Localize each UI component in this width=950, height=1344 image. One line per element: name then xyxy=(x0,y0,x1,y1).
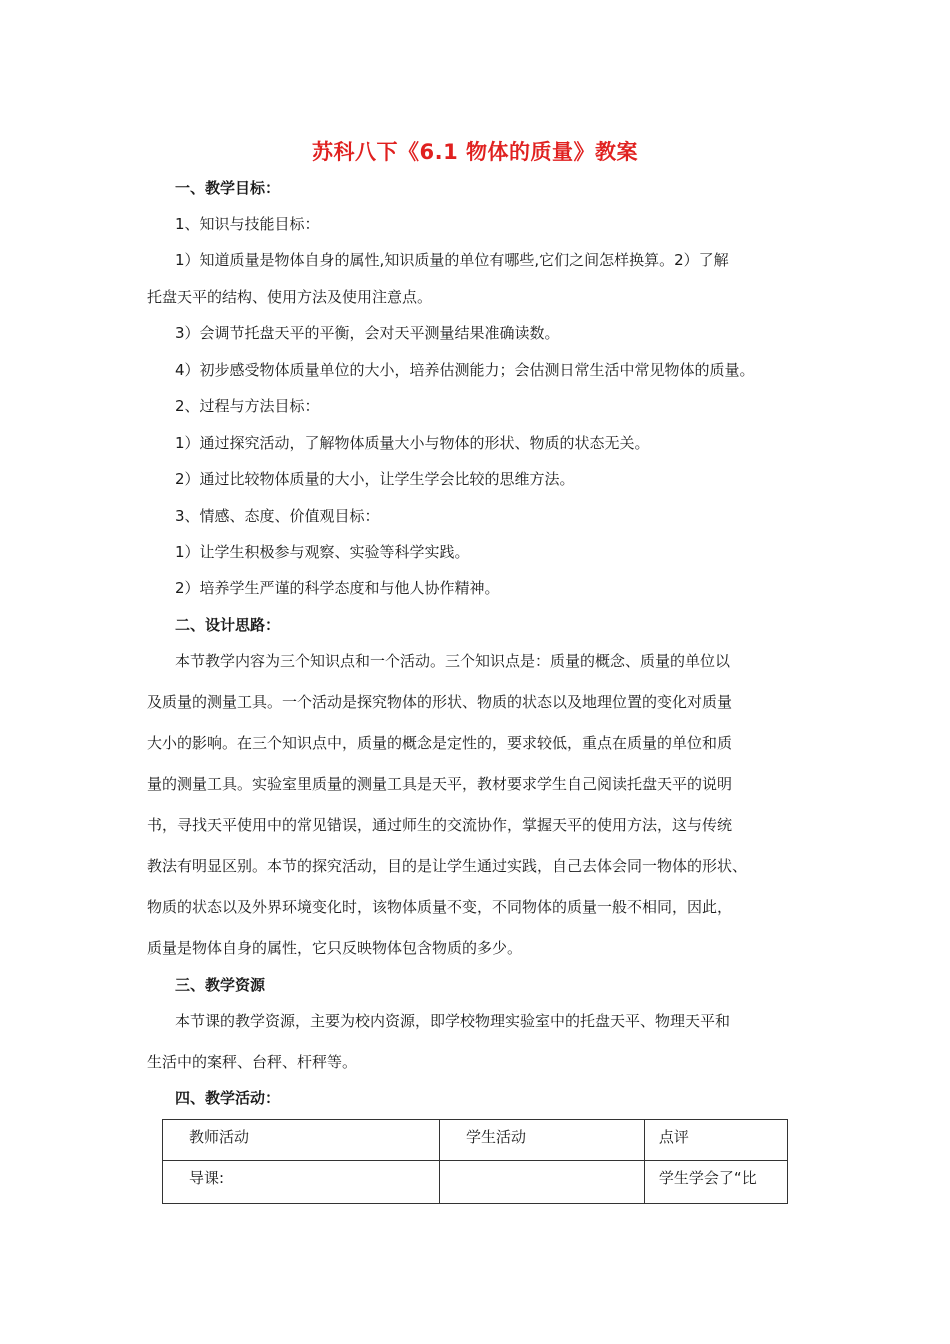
paragraph-line: 生活中的案秤、台秤、杆秤等。 xyxy=(147,1053,358,1071)
document-title: 苏科八下《6.1 物体的质量》教案 xyxy=(311,140,638,164)
activity-table xyxy=(162,1119,788,1204)
paragraph-line: 2）通过比较物体质量的大小，让学生学会比较的思维方法。 xyxy=(175,470,575,488)
paragraph-line: 及质量的测量工具。一个活动是探究物体的形状、物质的状态以及地理位置的变化对质量 xyxy=(147,693,733,711)
paragraph-line: 1）通过探究活动，了解物体质量大小与物体的形状、物质的状态无关。 xyxy=(175,434,650,452)
subheading-process-methods: 2、过程与方法目标： xyxy=(175,397,320,415)
section-heading-resources: 三、教学资源 xyxy=(175,976,266,994)
paragraph-line: 量的测量工具。实验室里质量的测量工具是天平，教材要求学生自己阅读托盘天平的说明 xyxy=(147,775,733,793)
table-header-student: 学生活动 xyxy=(439,1120,644,1161)
table-cell: 学生学会了“比 xyxy=(644,1161,787,1204)
section-heading-design: 二、设计思路： xyxy=(175,616,281,634)
paragraph-line: 1）知道质量是物体自身的属性,知识质量的单位有哪些,它们之间怎样换算。2）了解 xyxy=(175,251,729,269)
table-row xyxy=(163,1161,788,1204)
paragraph-line: 本节课的教学资源，主要为校内资源，即学校物理实验室中的托盘天平、物理天平和 xyxy=(175,1012,731,1030)
paragraph-line: 3）会调节托盘天平的平衡，会对天平测量结果准确读数。 xyxy=(175,324,560,342)
table-cell xyxy=(439,1161,644,1204)
table-header-comment: 点评 xyxy=(644,1120,787,1161)
paragraph-line: 教法有明显区别。本节的探究活动，目的是让学生通过实践，自己去体会同一物体的形状、 xyxy=(147,857,748,875)
table-header-row xyxy=(163,1120,788,1161)
paragraph-line: 物质的状态以及外界环境变化时，该物体质量不变，不同物体的质量一般不相同，因此， xyxy=(147,898,733,916)
paragraph-line: 2）培养学生严谨的科学态度和与他人协作精神。 xyxy=(175,579,500,597)
paragraph-line: 质量是物体自身的属性，它只反映物体包含物质的多少。 xyxy=(147,939,523,957)
section-heading-activities: 四、教学活动： xyxy=(175,1089,281,1107)
paragraph-line: 书，寻找天平使用中的常见错误，通过师生的交流协作，掌握天平的使用方法，这与传统 xyxy=(147,816,733,834)
table-header-teacher: 教师活动 xyxy=(163,1120,440,1161)
subheading-knowledge-skills: 1、知识与技能目标： xyxy=(175,215,320,233)
table-cell: 导课: xyxy=(163,1161,440,1204)
paragraph-line: 1）让学生积极参与观察、实验等科学实践。 xyxy=(175,543,470,561)
paragraph-line: 大小的影响。在三个知识点中，质量的概念是定性的，要求较低，重点在质量的单位和质 xyxy=(147,734,733,752)
section-heading-objectives: 一、教学目标： xyxy=(175,179,281,197)
paragraph-line: 4）初步感受物体质量单位的大小，培养估测能力；会估测日常生活中常见物体的质量。 xyxy=(175,361,755,379)
paragraph-line: 本节教学内容为三个知识点和一个活动。三个知识点是：质量的概念、质量的单位以 xyxy=(175,652,731,670)
subheading-emotion-values: 3、情感、态度、价值观目标： xyxy=(175,507,380,525)
paragraph-line: 托盘天平的结构、使用方法及使用注意点。 xyxy=(147,288,433,306)
